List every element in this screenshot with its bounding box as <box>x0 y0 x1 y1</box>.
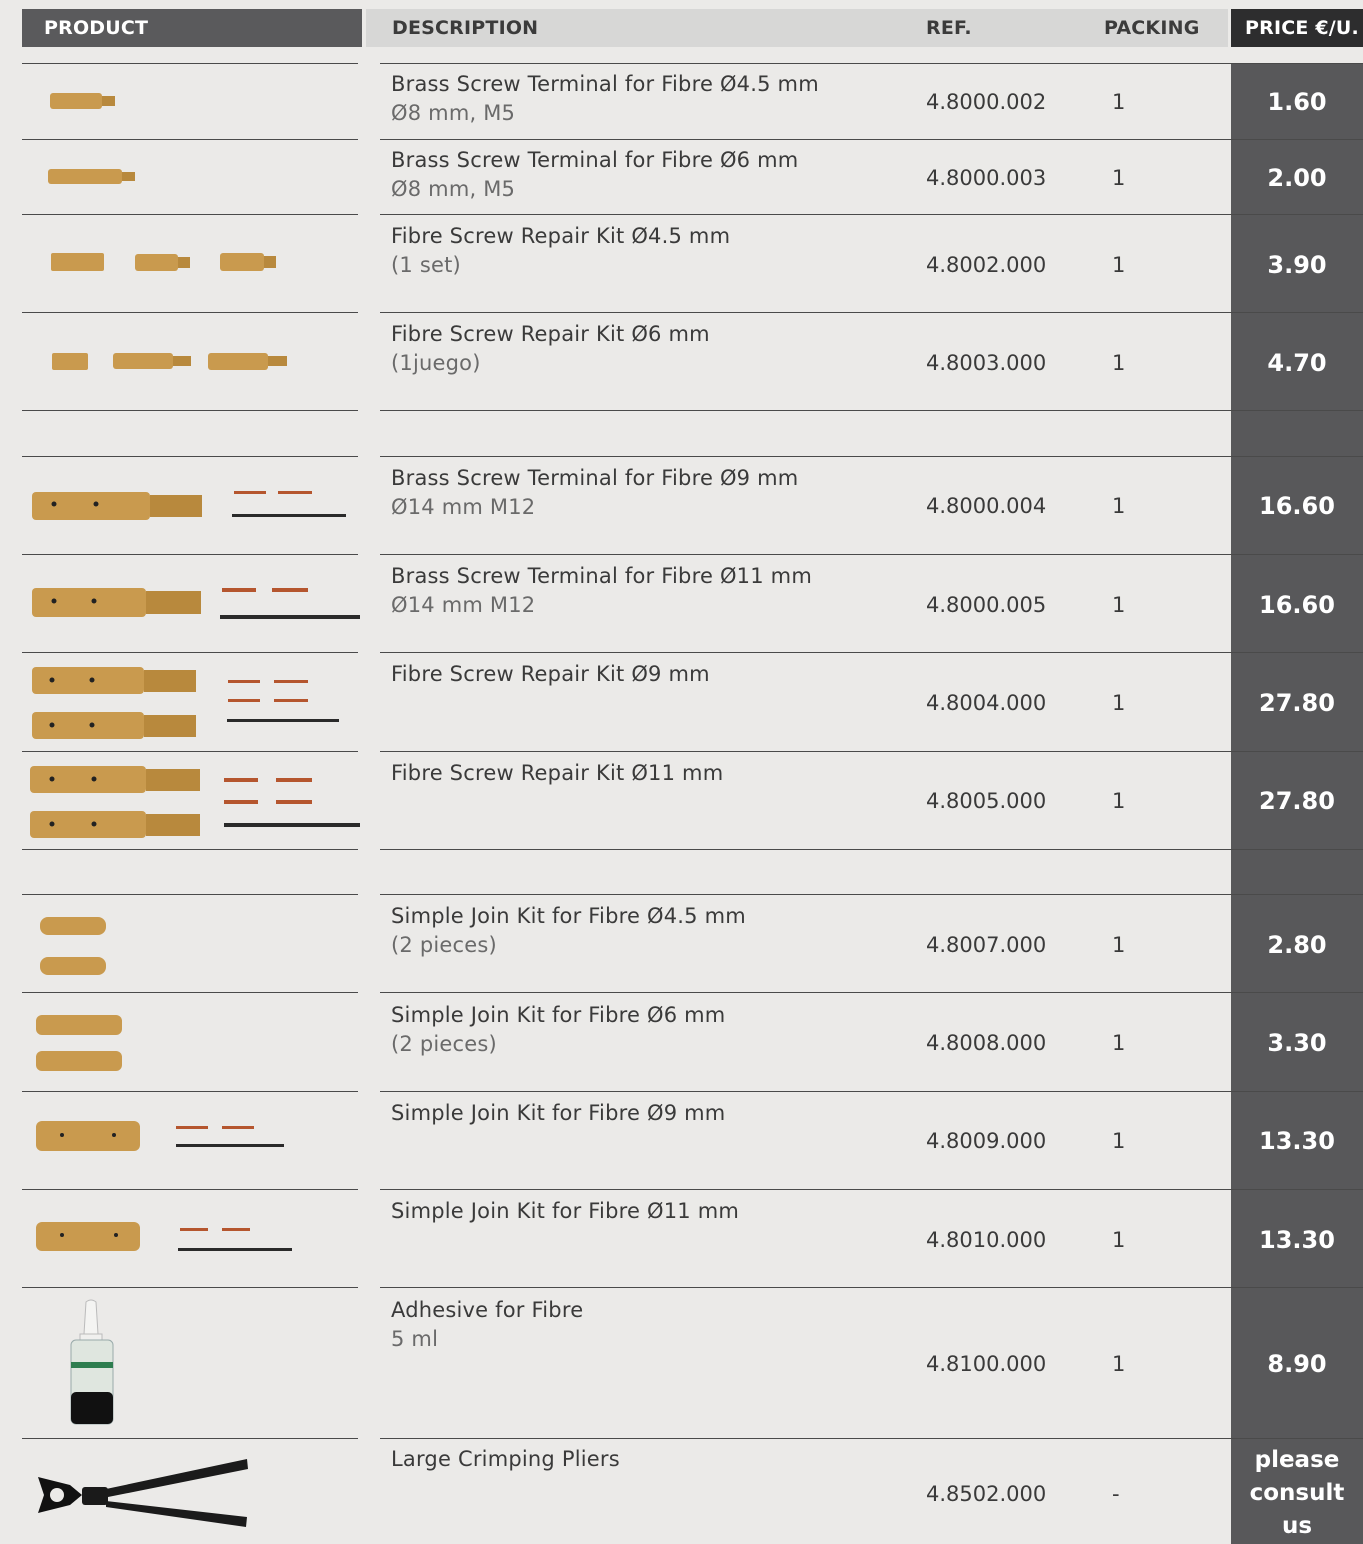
packing-value: 1 <box>1112 494 1126 518</box>
price-line: consult <box>1249 1480 1345 1506</box>
desc-line-1: Fibre Screw Repair Kit Ø6 mm <box>391 322 710 346</box>
divider <box>380 894 1363 895</box>
desc-line-1: Large Crimping Pliers <box>391 1447 620 1471</box>
desc-line-2: (1juego) <box>391 351 481 375</box>
row-description <box>391 222 730 280</box>
divider <box>22 849 358 850</box>
ref-value: 4.8502.000 <box>926 1482 1047 1506</box>
header-price <box>1231 9 1363 47</box>
desc-line-2: 5 ml <box>391 1327 439 1351</box>
price-line: us <box>1281 1513 1313 1539</box>
brass-terminal-image <box>22 140 362 214</box>
header-description-bar <box>366 9 1228 47</box>
join-kit-image <box>22 895 362 992</box>
price-value: 2.80 <box>1267 931 1327 959</box>
divider <box>380 554 1363 555</box>
divider <box>380 139 1363 140</box>
divider <box>380 992 1363 993</box>
price-value: 13.30 <box>1259 1127 1335 1155</box>
adhesive-bottle-image <box>22 1288 362 1438</box>
row-description <box>391 660 710 689</box>
price-value: 27.80 <box>1259 689 1335 717</box>
packing-value: 1 <box>1112 593 1126 617</box>
desc-line-1: Fibre Screw Repair Kit Ø9 mm <box>391 662 710 686</box>
price-value: 1.60 <box>1267 88 1327 116</box>
divider <box>380 1091 1363 1092</box>
price-value: 4.70 <box>1267 349 1327 377</box>
row-description <box>391 1197 739 1226</box>
price-value: 8.90 <box>1267 1350 1327 1378</box>
brass-terminal-kit-image <box>22 555 362 652</box>
join-kit-image <box>22 993 362 1091</box>
row-description <box>391 320 710 378</box>
price-line: please <box>1254 1447 1340 1473</box>
desc-line-1: Adhesive for Fibre <box>391 1298 584 1322</box>
repair-kit-image <box>22 313 362 410</box>
ref-value: 4.8005.000 <box>926 789 1047 813</box>
ref-value: 4.8008.000 <box>926 1031 1047 1055</box>
packing-value: 1 <box>1112 1031 1126 1055</box>
row-description <box>391 1099 725 1128</box>
desc-line-2: Ø8 mm, M5 <box>391 177 516 201</box>
row-description <box>391 70 819 128</box>
price-value: 13.30 <box>1259 1226 1335 1254</box>
packing-value: 1 <box>1112 691 1126 715</box>
join-kit-image <box>22 1190 362 1287</box>
desc-line-1: Fibre Screw Repair Kit Ø4.5 mm <box>391 224 731 248</box>
ref-value: 4.8002.000 <box>926 253 1047 277</box>
price-value: 3.30 <box>1267 1029 1327 1057</box>
repair-kit-image <box>22 752 362 849</box>
desc-line-1: Brass Screw Terminal for Fibre Ø4.5 mm <box>391 72 819 96</box>
header-description-label: DESCRIPTION <box>392 17 539 39</box>
packing-value: 1 <box>1112 1352 1126 1376</box>
price-value: 27.80 <box>1259 787 1335 815</box>
desc-line-1: Brass Screw Terminal for Fibre Ø9 mm <box>391 466 799 490</box>
row-description <box>391 902 746 960</box>
row-description <box>391 1296 583 1354</box>
packing-value: 1 <box>1112 1228 1126 1252</box>
price-value: 16.60 <box>1259 591 1335 619</box>
row-description <box>391 562 812 620</box>
desc-line-1: Brass Screw Terminal for Fibre Ø6 mm <box>391 148 799 172</box>
packing-value: 1 <box>1112 789 1126 813</box>
packing-value: 1 <box>1112 166 1126 190</box>
crimping-pliers-image <box>22 1439 362 1544</box>
repair-kit-image <box>22 215 362 312</box>
packing-value: 1 <box>1112 933 1126 957</box>
divider <box>380 1287 1363 1288</box>
price-value: 3.90 <box>1267 251 1327 279</box>
header-product-label: PRODUCT <box>44 17 149 39</box>
header-product <box>22 9 362 47</box>
repair-kit-image <box>22 653 362 751</box>
brass-terminal-image <box>22 64 362 139</box>
price-value <box>1231 1444 1363 1543</box>
desc-line-2: (2 pieces) <box>391 933 497 957</box>
desc-line-1: Simple Join Kit for Fibre Ø9 mm <box>391 1101 726 1125</box>
divider <box>380 1189 1363 1190</box>
packing-value: 1 <box>1112 253 1126 277</box>
divider <box>380 214 1363 215</box>
ref-value: 4.8000.005 <box>926 593 1047 617</box>
packing-value: 1 <box>1112 1129 1126 1153</box>
desc-line-1: Simple Join Kit for Fibre Ø6 mm <box>391 1003 726 1027</box>
divider <box>380 652 1363 653</box>
row-description <box>391 759 723 788</box>
divider <box>380 312 1363 313</box>
divider <box>380 849 1363 850</box>
price-value: 2.00 <box>1267 164 1327 192</box>
brass-terminal-kit-image <box>22 457 362 554</box>
header-packing-label: PACKING <box>1104 17 1200 39</box>
desc-line-1: Simple Join Kit for Fibre Ø11 mm <box>391 1199 740 1223</box>
row-description <box>391 1001 725 1059</box>
ref-value: 4.8000.004 <box>926 494 1047 518</box>
desc-line-1: Fibre Screw Repair Kit Ø11 mm <box>391 761 724 785</box>
divider <box>380 456 1363 457</box>
desc-line-2: (2 pieces) <box>391 1032 497 1056</box>
desc-line-2: (1 set) <box>391 253 461 277</box>
ref-value: 4.8004.000 <box>926 691 1047 715</box>
desc-line-1: Simple Join Kit for Fibre Ø4.5 mm <box>391 904 746 928</box>
divider <box>380 63 1363 64</box>
ref-value: 4.8000.003 <box>926 166 1047 190</box>
divider <box>380 1438 1363 1439</box>
divider <box>22 410 358 411</box>
price-value: 16.60 <box>1259 492 1335 520</box>
ref-value: 4.8100.000 <box>926 1352 1047 1376</box>
header-ref-label: REF. <box>926 17 972 39</box>
ref-value: 4.8007.000 <box>926 933 1047 957</box>
desc-line-2: Ø8 mm, M5 <box>391 101 516 125</box>
row-description <box>391 464 798 522</box>
desc-line-2: Ø14 mm M12 <box>391 495 536 519</box>
ref-value: 4.8003.000 <box>926 351 1047 375</box>
header-price-label: PRICE €/U. <box>1245 17 1359 39</box>
row-description <box>391 1445 620 1474</box>
join-kit-image <box>22 1092 362 1189</box>
desc-line-2: Ø14 mm M12 <box>391 593 536 617</box>
row-description <box>391 146 798 204</box>
ref-value: 4.8009.000 <box>926 1129 1047 1153</box>
packing-value: 1 <box>1112 90 1126 114</box>
desc-line-1: Brass Screw Terminal for Fibre Ø11 mm <box>391 564 812 588</box>
divider <box>380 751 1363 752</box>
divider <box>380 410 1363 411</box>
packing-value: 1 <box>1112 351 1126 375</box>
packing-value: - <box>1112 1482 1120 1506</box>
ref-value: 4.8000.002 <box>926 90 1047 114</box>
ref-value: 4.8010.000 <box>926 1228 1047 1252</box>
